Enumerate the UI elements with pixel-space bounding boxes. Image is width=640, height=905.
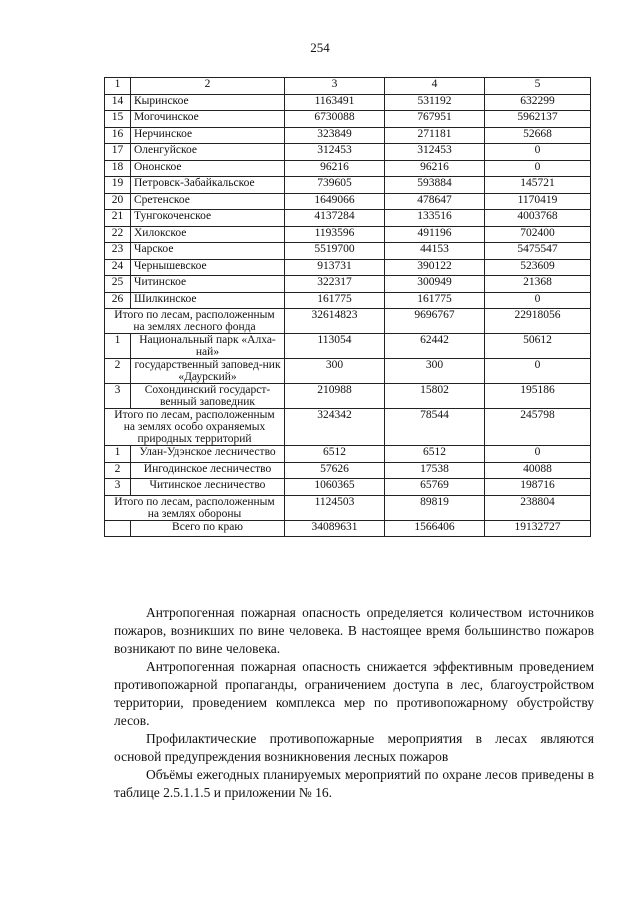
forestry-name: Петровск-Забайкальское: [131, 177, 285, 194]
value-col5: 52668: [485, 127, 591, 144]
value-col4: 44153: [385, 243, 485, 260]
value-col3: 1649066: [285, 193, 385, 210]
table-row: [105, 160, 591, 177]
table-row: [105, 210, 591, 227]
value-col4: 300: [385, 359, 485, 384]
value-col4: 133516: [385, 210, 485, 227]
table-header-row: [105, 78, 591, 95]
value-col4: 89819: [385, 495, 485, 520]
value-col3: 1060365: [285, 479, 385, 496]
subtotal-label: Итого по лесам, расположенным на землях обороны: [105, 495, 285, 520]
header-cell: 2: [131, 78, 285, 95]
value-col5: 702400: [485, 226, 591, 243]
value-col3: 6512: [285, 446, 385, 463]
forestry-name: Читинское: [131, 276, 285, 293]
value-col3: 161775: [285, 292, 385, 309]
value-col5: 1170419: [485, 193, 591, 210]
table-row: [105, 292, 591, 309]
paragraph-3: Профилактические противопожарные мероприятия в лесах являются основой предупреждения возникновения лесных пожаров: [114, 731, 594, 764]
row-number: 1: [105, 334, 131, 359]
page-number: 254: [310, 40, 330, 55]
value-col5: 195186: [485, 384, 591, 409]
table-row: [105, 359, 591, 384]
row-number: 1: [105, 446, 131, 463]
subtotal-protected-row: [105, 409, 591, 446]
value-col5: 632299: [485, 94, 591, 111]
value-col5: 0: [485, 292, 591, 309]
value-col4: 271181: [385, 127, 485, 144]
header-cell: 3: [285, 78, 385, 95]
table-row: [105, 259, 591, 276]
total-row: [105, 520, 591, 537]
table-row: [105, 462, 591, 479]
value-col5: 198716: [485, 479, 591, 496]
row-number: 15: [105, 111, 131, 128]
table-row: [105, 111, 591, 128]
table-row: [105, 193, 591, 210]
value-col5: 5475547: [485, 243, 591, 260]
value-col3: 300: [285, 359, 385, 384]
value-col4: 17538: [385, 462, 485, 479]
row-number: 3: [105, 384, 131, 409]
value-col5: 40088: [485, 462, 591, 479]
total-label: Всего по краю: [131, 520, 285, 537]
row-number: 16: [105, 127, 131, 144]
value-col4: 312453: [385, 144, 485, 161]
header-cell: 5: [485, 78, 591, 95]
value-col5: 0: [485, 359, 591, 384]
value-col4: 9696767: [385, 309, 485, 334]
value-col4: 390122: [385, 259, 485, 276]
value-col3: 324342: [285, 409, 385, 446]
value-col3: 312453: [285, 144, 385, 161]
value-col3: 1124503: [285, 495, 385, 520]
forestry-name: Нерчинское: [131, 127, 285, 144]
value-col5: 0: [485, 144, 591, 161]
value-col3: 1193596: [285, 226, 385, 243]
table-row: [105, 243, 591, 260]
row-number: 2: [105, 359, 131, 384]
row-number: 18: [105, 160, 131, 177]
subtotal-label: Итого по лесам, расположенным на землях особо охраняемых природных территорий: [105, 409, 285, 446]
value-col3: 113054: [285, 334, 385, 359]
row-number: 21: [105, 210, 131, 227]
table-row: [105, 384, 591, 409]
header-cell: 1: [105, 78, 131, 95]
value-col3: 210988: [285, 384, 385, 409]
value-col3: 5519700: [285, 243, 385, 260]
value-col4: 62442: [385, 334, 485, 359]
value-col3: 1163491: [285, 94, 385, 111]
value-col4: 300949: [385, 276, 485, 293]
table-row: [105, 479, 591, 496]
table-row: [105, 226, 591, 243]
area-name: Ингодинское лесничество: [131, 462, 285, 479]
value-col3: 322317: [285, 276, 385, 293]
value-col4: 161775: [385, 292, 485, 309]
row-number: 17: [105, 144, 131, 161]
value-col4: 478647: [385, 193, 485, 210]
row-number: 14: [105, 94, 131, 111]
row-number: 24: [105, 259, 131, 276]
forestry-name: Тунгокоченское: [131, 210, 285, 227]
value-col4: 78544: [385, 409, 485, 446]
area-name: государственный заповед-ник «Даурский»: [131, 359, 285, 384]
value-col5: 0: [485, 160, 591, 177]
paragraph-4: Объёмы ежегодных планируемых мероприятий по охране лесов приведены в таблице 2.5.1.1.5 и приложении № 16.: [114, 767, 594, 800]
value-col3: 32614823: [285, 309, 385, 334]
value-col4: 491196: [385, 226, 485, 243]
forestry-name: Ононское: [131, 160, 285, 177]
value-col3: 96216: [285, 160, 385, 177]
value-col3: 34089631: [285, 520, 385, 537]
value-col3: 739605: [285, 177, 385, 194]
subtotal-defense-row: [105, 495, 591, 520]
row-number: 26: [105, 292, 131, 309]
value-col3: 4137284: [285, 210, 385, 227]
forestry-name: Чарское: [131, 243, 285, 260]
value-col4: 593884: [385, 177, 485, 194]
forestry-name: Могочинское: [131, 111, 285, 128]
value-col5: 22918056: [485, 309, 591, 334]
table-row: [105, 94, 591, 111]
row-number: 3: [105, 479, 131, 496]
value-col5: 238804: [485, 495, 591, 520]
row-number: 2: [105, 462, 131, 479]
area-name: Улан-Удэнское лесничество: [131, 446, 285, 463]
row-number: 20: [105, 193, 131, 210]
value-col5: 145721: [485, 177, 591, 194]
value-col3: 57626: [285, 462, 385, 479]
paragraph-1: Антропогенная пожарная опасность определяется количеством источников пожаров, возникших по вине человека. В настоящее время большинство пожаров возникают по вине человека.: [114, 605, 594, 656]
value-col4: 65769: [385, 479, 485, 496]
value-col5: 19132727: [485, 520, 591, 537]
value-col5: 523609: [485, 259, 591, 276]
table-row: [105, 144, 591, 161]
forestry-name: Кыринское: [131, 94, 285, 111]
area-name: Читинское лесничество: [131, 479, 285, 496]
value-col3: 6730088: [285, 111, 385, 128]
paragraph-2: Антропогенная пожарная опасность снижается эффективным проведением противопожарной пропаганды, ограничением доступа в лес, благоустройством территории, проведением комплекса мер по противопожарному обустройству лесов.: [114, 659, 594, 728]
table-row: [105, 446, 591, 463]
value-col4: 767951: [385, 111, 485, 128]
subtotal-forest-row: [105, 309, 591, 334]
forestry-name: Шилкинское: [131, 292, 285, 309]
forestry-name: Хилокское: [131, 226, 285, 243]
value-col5: 245798: [485, 409, 591, 446]
table-row: [105, 177, 591, 194]
forestry-name: Сретенское: [131, 193, 285, 210]
area-name: Национальный парк «Алха-най»: [131, 334, 285, 359]
value-col5: 0: [485, 446, 591, 463]
value-col3: 913731: [285, 259, 385, 276]
row-number: 19: [105, 177, 131, 194]
value-col4: 96216: [385, 160, 485, 177]
subtotal-label: Итого по лесам, расположенным на землях лесного фонда: [105, 309, 285, 334]
forest-data-table: [104, 77, 591, 537]
value-col4: 1566406: [385, 520, 485, 537]
text-block: [114, 604, 594, 802]
value-col5: 4003768: [485, 210, 591, 227]
value-col4: 6512: [385, 446, 485, 463]
value-col5: 21368: [485, 276, 591, 293]
forestry-name: Чернышевское: [131, 259, 285, 276]
value-col4: 531192: [385, 94, 485, 111]
row-number: 23: [105, 243, 131, 260]
value-col5: 5962137: [485, 111, 591, 128]
empty-cell: [105, 520, 131, 537]
value-col3: 323849: [285, 127, 385, 144]
table-row: [105, 127, 591, 144]
table-row: [105, 334, 591, 359]
row-number: 22: [105, 226, 131, 243]
value-col4: 15802: [385, 384, 485, 409]
area-name: Сохондинский государст-венный заповедник: [131, 384, 285, 409]
forestry-name: Оленгуйское: [131, 144, 285, 161]
header-cell: 4: [385, 78, 485, 95]
row-number: 25: [105, 276, 131, 293]
value-col5: 50612: [485, 334, 591, 359]
table-row: [105, 276, 591, 293]
